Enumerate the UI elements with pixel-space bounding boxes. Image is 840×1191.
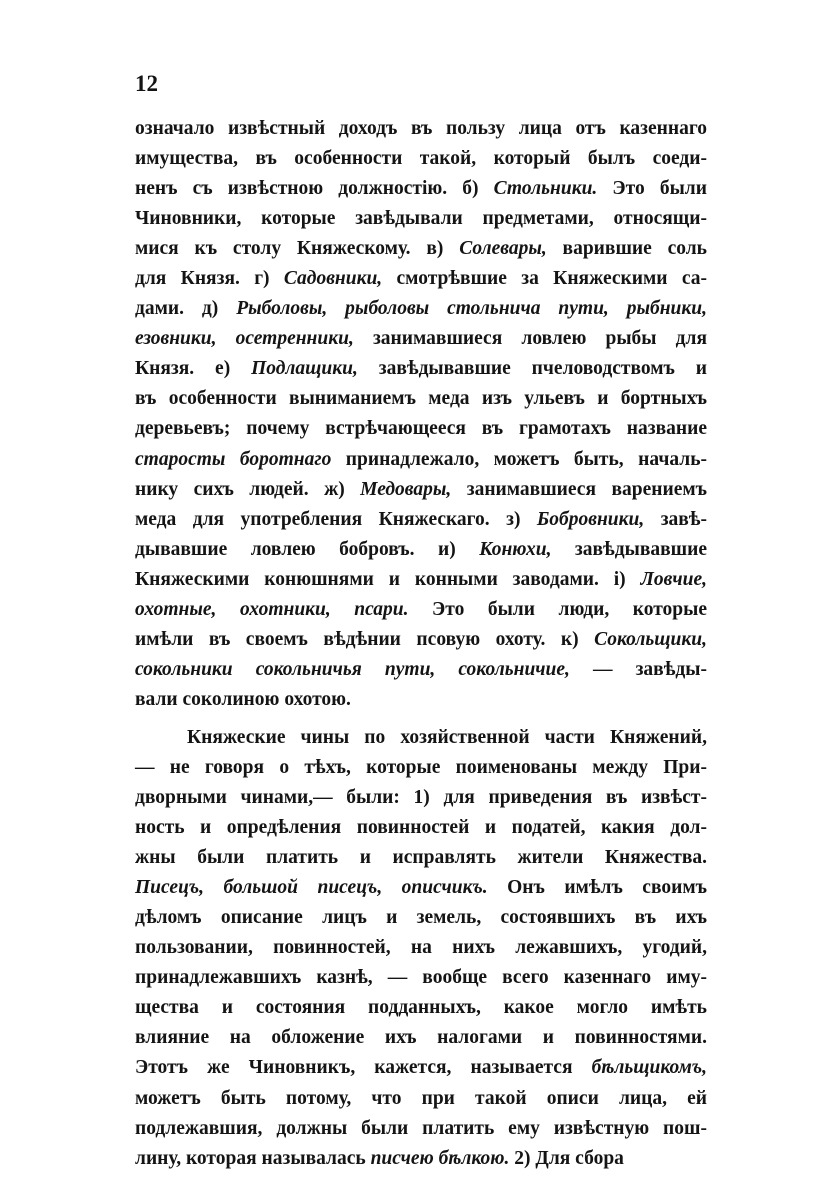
text-line <box>135 1114 707 1144</box>
text-run: щества и состояния подданныхъ, какое могло имѣть <box>135 997 707 1019</box>
text-run: мися къ столу Княжескому. в) <box>135 238 460 260</box>
text-run: лину, которая называлась <box>135 1147 371 1169</box>
text-line <box>135 144 707 174</box>
text-run: завѣдывавшие пчеловодствомъ и <box>357 358 707 380</box>
text-run: жны были платить и исправлять жители Княжества. <box>135 847 707 869</box>
text-run: деревьевъ; почему встрѣчающееся въ грамотахъ название <box>135 418 707 440</box>
text-run: 2) Для сбора <box>509 1147 624 1169</box>
text-run: имущества, въ особенности такой, который былъ соеди- <box>135 148 707 170</box>
text-line <box>135 294 707 324</box>
text-run: въ особенности выниманиемъ меда изъ ульевъ и бортныхъ <box>135 388 707 410</box>
italic-term: Медовары, <box>360 478 452 500</box>
text-line <box>135 565 707 595</box>
body-text <box>135 114 707 1174</box>
text-run: Княжеские чины по хозяйственной части Княжений, <box>187 726 707 748</box>
italic-term: Ловчие, <box>640 568 707 590</box>
text-line <box>135 1144 707 1174</box>
text-run: вали соколиною охотою. <box>135 688 351 710</box>
italic-term: Рыболовы, рыболовы стольнича пути, рыбники, <box>236 298 707 320</box>
text-run: занимавшиеся варениемъ <box>451 478 707 500</box>
text-line <box>135 414 707 444</box>
paragraph <box>135 114 707 715</box>
text-run: занимавшиеся ловлею рыбы для <box>353 328 707 350</box>
paragraph <box>135 723 707 1174</box>
text-line <box>135 903 707 933</box>
italic-term: Бобровники, <box>536 508 645 530</box>
text-line <box>135 783 707 813</box>
text-run: означало извѣстный доходъ въ пользу лица отъ казеннаго <box>135 118 707 139</box>
text-line <box>135 813 707 843</box>
text-run: дами. д) <box>135 298 237 320</box>
italic-term: Писецъ, большой писецъ, описчикъ. <box>135 877 488 899</box>
italic-term: бѣльщикомъ, <box>591 1057 707 1079</box>
text-line <box>135 535 707 565</box>
text-run: Княжескими конюшнями и конными заводами. і) <box>135 568 641 590</box>
text-run: ность и опредѣления повинностей и податей, какия дол- <box>135 817 707 839</box>
italic-term: езовники, осетренники, <box>135 328 354 350</box>
text-line <box>135 1023 707 1053</box>
text-line <box>135 723 707 753</box>
text-run: пользовании, повинностей, на нихъ лежавшихъ, угодий, <box>135 937 707 959</box>
text-line <box>135 264 707 294</box>
text-run: — не говоря о тѣхъ, которые поименованы между При- <box>135 756 707 778</box>
text-line <box>135 873 707 903</box>
text-line <box>135 1053 707 1083</box>
text-line <box>135 445 707 475</box>
text-line <box>135 505 707 535</box>
text-line <box>135 384 707 414</box>
text-run: принадлежало, можетъ быть, началь- <box>331 448 707 470</box>
text-line <box>135 753 707 783</box>
text-line <box>135 114 707 144</box>
italic-term: писчею бѣлкою. <box>370 1147 510 1169</box>
paragraph-gap <box>135 715 707 723</box>
italic-term: Подлащики, <box>251 358 358 380</box>
italic-term: Стольники. <box>493 178 598 200</box>
text-line <box>135 595 707 625</box>
italic-term: охотные, охотники, псари. <box>135 598 409 620</box>
text-run: Онъ имѣлъ своимъ <box>487 877 707 899</box>
text-run: завѣдывавшие <box>551 538 707 560</box>
text-run: для Князя. г) <box>135 268 284 290</box>
text-line <box>135 234 707 264</box>
text-run: подлежавшия, должны были платить ему извѣстную пош- <box>135 1117 707 1139</box>
text-run: имѣли въ своемъ вѣдѣнии псовую охоту. к) <box>135 628 595 650</box>
text-run: принадлежавшихъ казнѣ, — вообще всего казеннаго иму- <box>135 967 707 989</box>
text-run: дѣломъ описание лицъ и земель, состоявшихъ въ ихъ <box>135 907 707 929</box>
text-run: ненъ съ извѣстною должностію. б) <box>135 178 494 200</box>
text-run: завѣ- <box>644 508 707 530</box>
text-run: смотрѣвшие за Княжескими са- <box>382 268 707 290</box>
text-run: Этотъ же Чиновникъ, кажется, называется <box>135 1057 592 1079</box>
text-line <box>135 933 707 963</box>
text-run: дывавшие ловлею бобровъ. и) <box>135 538 480 560</box>
italic-term: Садовники, <box>283 268 383 290</box>
text-line <box>135 625 707 655</box>
text-line <box>135 843 707 873</box>
text-line <box>135 204 707 234</box>
text-line <box>135 963 707 993</box>
text-line <box>135 1084 707 1114</box>
text-run: — завѣды- <box>569 658 707 680</box>
text-run: варившие соль <box>546 238 707 260</box>
text-run: можетъ быть потому, что при такой описи лица, ей <box>135 1087 707 1109</box>
text-run: влияние на обложение ихъ налогами и повинностями. <box>135 1027 707 1049</box>
italic-term: Солевары, <box>459 238 547 260</box>
text-run: Это были люди, которые <box>408 598 707 620</box>
text-line <box>135 655 707 685</box>
text-line <box>135 993 707 1023</box>
text-run: нику сихъ людей. ж) <box>135 478 361 500</box>
text-line <box>135 475 707 505</box>
text-run: Князя. е) <box>135 358 252 380</box>
page-number: 12 <box>135 71 158 96</box>
text-line <box>135 324 707 354</box>
italic-term: сокольники сокольничья пути, сокольничие, <box>135 658 570 680</box>
italic-term: старосты боротнаго <box>135 448 332 470</box>
text-line <box>135 174 707 204</box>
text-line <box>135 685 707 715</box>
italic-term: Сокольщики, <box>594 628 707 650</box>
text-run: Чиновники, которые завѣдывали предметами, относящи- <box>135 208 707 230</box>
italic-term: Конюхи, <box>479 538 552 560</box>
text-run: Это были <box>597 178 707 200</box>
text-run: меда для употребления Княжескаго. з) <box>135 508 537 530</box>
text-line <box>135 354 707 384</box>
text-run: дворными чинами,— были: 1) для приведения въ извѣст- <box>135 787 707 809</box>
